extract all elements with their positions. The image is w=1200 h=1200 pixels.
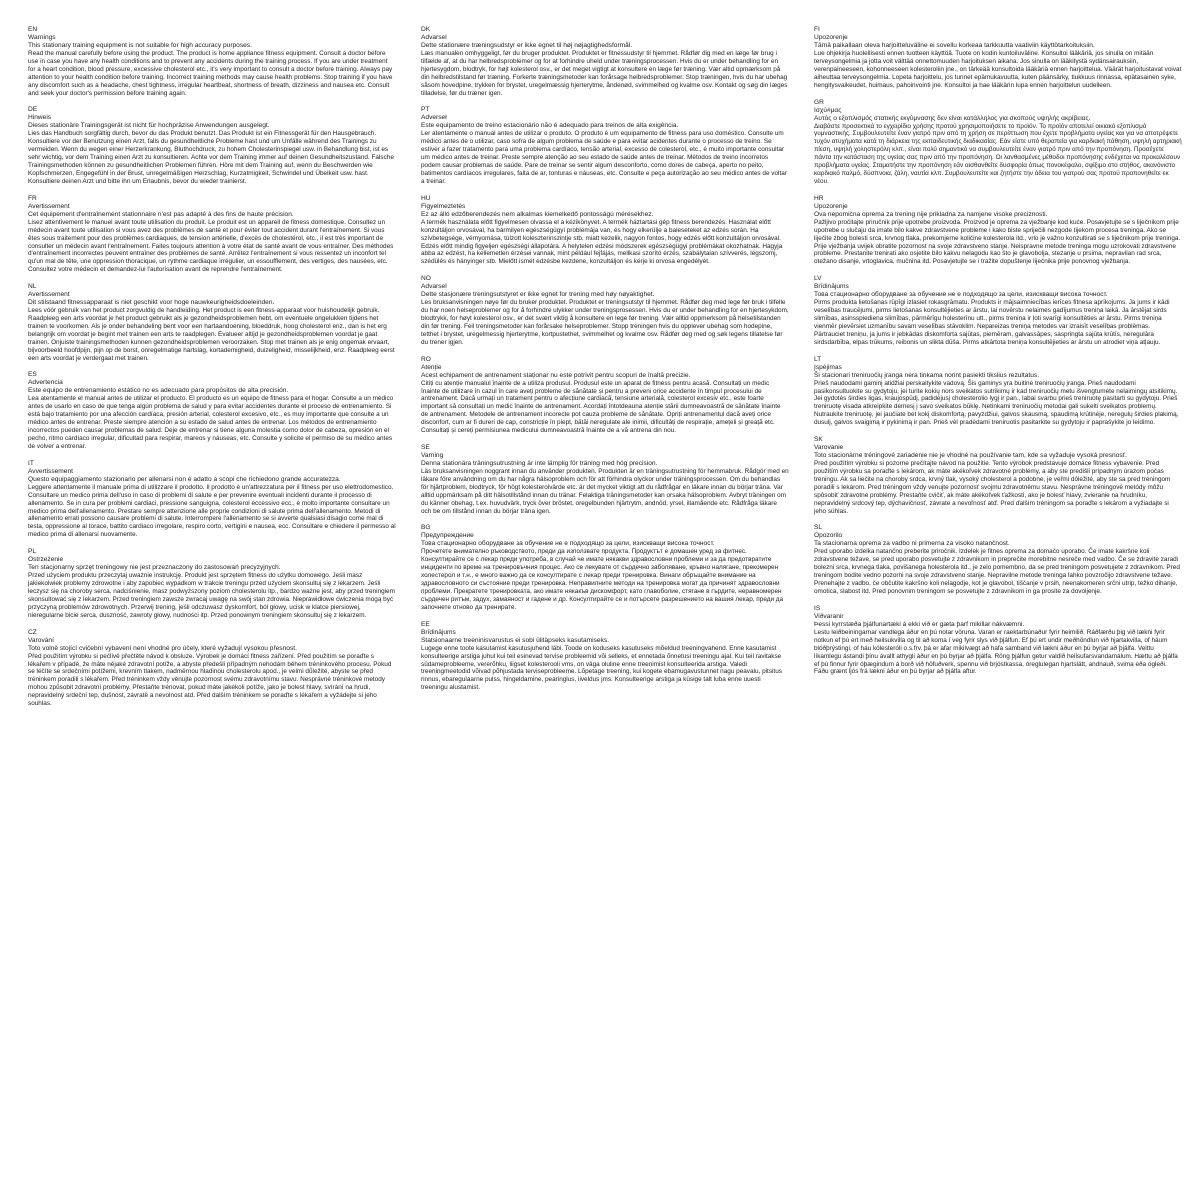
section-intro: Αυτός ο εξοπλισμός στατικής εκγύμνασης δεν είναι κατάλληλος για σκοπούς υψηλής ακρίβειας. <box>814 114 1091 122</box>
section-body: Przed użyciem produktu przeczytaj uważnie instrukcję. Produkt jest sprzętem fitness do użytku domowego. Jeśli masz jakiekolwiek problemy zdrowotne i aby zapobiec wypadkom w trakcie treningu przed użyciem skonsultuj się z lekarzem. Jeśli leczysz się na choroby serca, nadciśnienie, masz podwyższony poziom cholesterolu itp., bardzo ważne jest, aby przed treningiem skonsultować się z lekarzem. Przed treningiem zawsze zwracaj uwagę na swój stan zdrowia. Nieprawidłowe ćwiczenia mogą być przyczyną problemów zdrowotnych. Przerwij trening, jeśli odczuwasz dyskomfort, ból głowy, ucisk w klatce piersiowej, nieregularne bicie serca, duszność, zawroty głowy, nudności itp. Przed ponownym treningiem skonsultuj się z lekarzem. <box>28 572 395 619</box>
section-heading: Hinweis <box>28 114 52 122</box>
section-intro: Cet équipement d'entraînement stationnaire n'est pas adapté à des fins de haute précision. <box>28 210 294 218</box>
section-heading: Advarsel <box>421 34 447 41</box>
section-body: Prieš naudodami gaminį atidžiai perskaitykite vadovą. Šis gaminys yra buitinė treniruočių įranga. Prieš naudodami pasikonsultuokite su gydytoju, jei turite kokių nors sveikatos sutrikimų ir kad treniruočių metu išvengtumėte nelaimingų atsitikimų. Jei gydotės širdies ligas, kraujospūdį, padidėjusį cholesterolio lygį ir pan., labai svarbu prieš treniruotę pasitarti su gydytoju. Prieš treniruotę visada atkreipkite dėmesį į savo sveikatos būklę. Netinkami treniruočių metodai gali sukelti sveikatos problemų. Nutraukite treniruotę, jei jaučiate bet kokį diskomfortą, pavyzdžiui, galvos skausmą, spaudimą krūtinėje, neregulų širdies plakimą, dusulį, galvos svaigimą ir pykinimą ir pan. Prieš vėl pradėdami treniruotis pasitarkite su gydytoju ir paprašykite jo leidimo. <box>814 379 1179 427</box>
section-heading: Atenție <box>421 363 442 371</box>
section-body: Διαβάστε προσεκτικά το εγχειρίδιο χρήσης προτού χρησιμοποιήσετε το προϊόν. Το προϊόν αποτελεί οικιακό εξοπλισμό γυμναστικής. Συμβουλευτείτε έναν γιατρό πριν από τη χρήση σε περίπτωση που έχετε προβλήματα υγείας και για να αποτρέψετε τυχόν ατυχήματα κατά τη διάρκεια της εκπαιδευτικής διαδικασίας. Εάν είστε υπό θεραπεία για καρδιακή πάθηση, υψηλή αρτηριακή πίεση, υψηλή χοληστερόλη κλπ., είναι πολύ σημαντικό να συμβουλευτείτε έναν γιατρό πριν από την προπόνηση. Προσέχετε πάντα την κατάσταση της υγείας σας πριν από την προπόνηση. Οι λανθασμένες μέθοδοι προπόνησης ενδέχεται να προκαλέσουν προβλήματα υγείας. Σταματήστε την προπόνηση εάν αισθανθείτε δυσφορία όπως πονοκέφαλο, σφίξιμο στο στήθος, ακανόνιστο καρδιακό παλμό, δύσπνοια, ζάλη, ναυτία κλπ. Συμβουλευτείτε και ζητήστε την άδεια του γιατρού σας προτού προπονηθείτε εκ νέου. <box>814 122 1182 185</box>
section-heading: Ostrzeżenie <box>28 556 64 564</box>
warning-section-it <box>28 460 396 539</box>
section-heading: Upozorenje <box>814 34 848 41</box>
section-body: Les bruksanvisningen nøye før du bruker produktet. Produktet er treningsutstyr til hjemmet. Rådfør deg med lege før bruk i tilfelle du har noen helseproblemer og for å forhindre ulykker under treningsprosessen. Hvis du er under behandling for en hjertesykdom, blodtrykk, for høyt kolesterol osv., er det svært viktig å konsultere en lege før trening. Vær alltid oppmerksom på helsetilstanden din før trening. Feil treningsmetoder kan forårsake helseproblemer. Stopp treningen hvis du opplever ubehag som hodepine, tetthet i brystet, uregelmessig hjerterytme, kortpustethet, svimmelhet og kvalme osv. Rådfør deg med og søk legens tillatelse før du trener igjen. <box>421 299 789 346</box>
section-heading: Upozorenje <box>814 202 848 210</box>
warning-section-es <box>28 371 396 450</box>
section-heading: Varování <box>28 636 54 644</box>
language-code: HR <box>814 194 824 202</box>
section-intro: Ši stacionari treniruočių įranga nėra tinkama norint pasiekti tikslius rezultatus. <box>814 371 1040 379</box>
section-intro: Dieses stationäre Trainingsgerät ist nicht für hochpräzise Anwendungen ausgelegt. <box>28 122 270 130</box>
section-heading: Ισχύ#μας <box>814 106 842 114</box>
warning-section-bg <box>421 524 789 611</box>
column-right <box>814 26 1182 1190</box>
section-intro: Denna stationära träningsutrustning är inte lämplig för träning med hög precision. <box>421 460 658 467</box>
section-intro: Este equipo de entrenamiento estático no es adecuado para propósitos de alta precisión. <box>28 387 289 395</box>
language-code: EE <box>421 620 430 628</box>
section-body: Pred uporabo izdelka natančno preberite priročnik. Izdelek je fitnes oprema za domačo uporabo. Če imate kakršne koli zdravstvene težave, se pred uporabo posvetujte z zdravnikom in preprečite morebitne nesreče med vadbo. Če se zdravite zaradi bolezni srca, krvnega tlaka, povišanega holesterola itd., je zelo pomembno, da se pred treningom posvetujete z zdravnikom. Pred treningom bodite vedno pozorni na svoje zdravstveno stanje. Nepravilne metode treninga lahko povzročijo zdravstvene težave. Prenehajte z vadbo, če občutite kakršno koli nelagodje, kot je glavobol, tiščanje v prsih, neenakomeren srčni utrip, težko dihanje, omotica, slabost itd. Pred ponovnim treningom se posvetujte z zdravnikom in ga prosite za dovoljenje. <box>814 548 1180 595</box>
warning-section-lt <box>814 356 1182 427</box>
section-body: A termék használata előtt figyelmesen olvassa el a kézikönyvet. A termék háztartási gép fitness berendezés. Használat előtt konzultáljon orvosával, ha bármilyen egészségügyi problémája van, és hogy elkerülje a baleseteket az edzés során. Ha szívbetegsége, vérnyomása, túlzott koleszterinszintje stb. miatt kezelik, nagyon fontos, hogy edzés előtt konzultáljon orvosával. Edzés előtt mindig figyeljen egészségi állapotára. A helytelen edzési módszerek egészségügyi problémákat okozhatnak. Hagyja abba az edzést, ha kellemetlen érzései vannak, mint például fejfájás, mellkasi szorító érzés, szabálytalan szívverés, légszomj, szédülés és hányinger stb. Mielőtt ismét edzésbe kezdene, konzultáljon és kérje ki orvosa engedélyét. <box>421 218 783 266</box>
section-heading: Avertissement <box>28 291 70 299</box>
language-code: ES <box>28 371 37 379</box>
warning-section-hu <box>421 195 789 266</box>
language-code: IT <box>28 459 34 467</box>
section-intro: Това стационарно оборудване за обучение не е подходящо за цели, изискващи висока точност. <box>421 540 715 548</box>
section-intro: Ten stacjonarny sprzęt treningowy nie jest przeznaczony do zastosowań precyzyjnych. <box>28 564 281 572</box>
warning-section-is <box>814 605 1182 676</box>
language-code: NO <box>421 275 431 283</box>
section-body: Citiți cu atenție manualul înainte de a utiliza produsul. Produsul este un aparat de fitness pentru acasă. Consultați un medic înainte de utilizare în cazul în care aveți probleme de sănătate și pentru a preveni orice accidente în timpul procesului de antrenament. Dacă urmați un tratament pentru o afecțiune cardiacă, tensiune arterială, colesterol excesiv etc., este foarte important să consultați un medic înainte de antrenament. Acordați întotdeauna atenție stării dumneavoastră de sănătate înainte de antrenament. Metodele de antrenament incorecte pot cauza probleme de sănătate. Opriți antrenamentul dacă aveți orice disconfort, cum ar fi dureri de cap, constricție în piept, bătăi neregulate ale inimii, dificultăți de respirație, amețeli și greață etc. Consultați și cereți permisiunea medicului dumneavoastră înainte de a vă antrena din nou. <box>421 379 781 435</box>
section-body: Прочетете внимателно ръководството, преди да използвате продукта. Продуктът е домашен уред за фитнес. Консултирайте се с лекар преди употреба, в случай че имате някакви здравословни проблеми и за да предотвратите инциденти по време на тренировъчния процес. Ако се лекувате от сърдечно заболяване, кръвно налягане, прекомерен холестерол и т.н., е много важно да се консултирате с лекар преди тренировка. Винаги обръщайте внимание на здравословното си състояние преди тренировка. Неправилните методи на тренировка могат да причинят здравословни проблеми. Прекратете тренировката, ако имате някакъв дискомфорт, като главоболие, стягане в гърдите, неравномерен сърдечен ритъм, задух, замаяност и гадене и др. Консултирайте се и потърсете разрешението на вашия лекар, преди да започнете отново да тренирате. <box>421 548 784 611</box>
language-code: FR <box>28 194 37 202</box>
warning-section-ro <box>421 356 789 435</box>
warning-section-pl <box>28 548 396 619</box>
section-intro: Este equipamento de treino estacionário não é adequado para treinos de alta exigência. <box>421 122 679 130</box>
section-body: Pirms produkta lietošanas rūpīgi izlasiet rokasgrāmatu. Produkts ir mājsaimniecības ierīces fitnesa aprīkojums. Ja jums ir kādi veselības traucējumi, pirms lietošanas konsultējieties ar ārstu, lai novērstu nelaimes gadījumus treniņa laikā. Ja ārstējat sirds slimības, asinsspiediena slimības, pārmērīgu holesterīnu utt., pirms treniņa ir ļoti svarīgi konsultēties ar ārstu. Pirms treniņa vienmēr pievērsiet uzmanību savam veselības stāvoklim. Nepareizas treniņa metodes var izraisīt veselības problēmas. Pārtrauciet treniņu, ja jums ir jebkādas diskomforta sajūtas, piemēram, galvassāpes, saspringta sajūta krūtīs, neregulāra sirdsdarbība, elpas trūkums, reibonis un slikta dūša. Pirms atkārtota treniņa konsultējieties ar ārstu un atrodiet viņa atļauju. <box>814 299 1170 346</box>
section-heading: Avvertissement <box>28 467 73 475</box>
language-code: EN <box>28 26 38 33</box>
warning-section-gr <box>814 99 1182 186</box>
section-body: Lees vóór gebruik van het product zorgvuldig de handleiding. Het product is een fitness-apparaat voor huishoudelijk gebruik. Raadpleeg een arts voordat je het product gebruikt als je gezondheidsproblemen hebt, om eventuele ongelukken tijdens het trainen te voorkomen. Als je onder behandeling bent voor een hartaandoening, bloeddruk, hoog cholesterol enz., dan is het erg belangrijk om voordat je begint met trainen een arts te raadplegen. Evalueer altijd je gezondheidsproblemen voordat je gaat trainen. Onjuiste trainingsmethoden kunnen gezondheidsproblemen veroorzaken. Stop met trainen als je enig ongemak ervaart, bijvoorbeeld hoofdpijn, pijn op de borst, onregelmatige hartslag, kortademigheid, duizeligheid, misselijkheid, enz. Raadpleeg eerst een arts voordat je verdergaat met trainen. <box>28 307 395 362</box>
section-intro: This stationary training equipment is not suitable for high accuracy purposes. <box>28 42 252 49</box>
section-body: Lugege enne toote kasutamist kasutusjuhend läbi. Toode on koduseks kasutuseks mõeldud treeningvahend. Enne kasutamist konsulteerige arstiga juhul kui teil esinevad tervise probleemid või selleks, et ennetada õnnetusi treeningu ajal. Kui teil ravitakse südameprobleeme, vererõhku, liigset kolesterooli vms, on väga oluline enne treenimist konsulteerida arstiga. Valedi treeningmeetodid võivad põhjustada terviseprobleeme. Lõpetage treening, kui kogete ebamugavustunnet nagu peavalu, pitsitus rinnus, ebaregulaarne pulss, hingeldamine, pearinglus, iiveldus jms. Konsulteerige arstiga ja küsige talt luba enne uuesti treeningu alustamist. <box>421 644 782 692</box>
warning-section-ee <box>421 621 789 692</box>
section-intro: Това стационарно оборудване за обучение не е подходящо за цели, изискващи висока точност. <box>814 291 1108 299</box>
section-heading: Advarsel <box>421 283 447 291</box>
language-code: HU <box>421 194 431 202</box>
warning-section-nl <box>28 283 396 362</box>
section-body: Ler atentamente o manual antes de utilizar o produto. O produto é um equipamento de fitness para uso doméstico. Consulte um médico antes de o utilizar, caso sofra de algum problema de saúde e para evitar acidentes durante o processo de treino. Se estiver a fazer tratamento para uma problema cardíaco, tensão arterial, excesso de colesterol, etc., é muito importante consultar um médico antes de treinar. Preste sempre atenção ao seu estado de saúde antes de treinar. Métodos de treino incorretos podem causar problemas de saúde. Pare de treinar se sentir algum desconforto, como dores de cabeça, aperto no peito, batimentos cardíacos irregulares, falta de ar, tonturas e náuseas, etc. Consulte e peça autorização ao seu médico antes de voltar a treinar. <box>421 130 787 185</box>
section-heading: Įspėjimas <box>814 363 842 371</box>
section-body: Lestu leiðbeiningarnar vandlega áður en þú notar vöruna. Varan er raektarbúnaður fyrir heimilið. Ráðfærðu þig við lækni fyrir notkun ef þú ert með heilsukvilla og til að koma í veg fyrir slys við þjálfun. Ef þú ert undir meðhöndlun við hjartakvilla, of háum blóðþrýstingi, of háu kólesteróli o.s.frv. þá er afar mikilvægt að hafa samband við lækni áður en þú byrjar að þjálfa. Veittu líkamlegu ástandi þínu ávallt athygli áður en þú byrjar að þjálfa. Röng þjálfun getur valdið heilsufarsvandamálum. Hættu að þjálfa ef þú finnur fyrir óþægindum á borð við höfuðverk, spennu við brjóstkassa, óreglulegan hjartslátt, andnauð, svima eða ógleði. Fáðu grænt ljós frá lækni áður en þú byrjar að þjálfa aftur. <box>814 628 1178 676</box>
language-code: IS <box>814 604 821 612</box>
section-heading: Avertissement <box>28 202 70 210</box>
section-body: Lea atentamente el manual antes de utilizar el producto. El producto es un equipo de fitness para el hogar. Consulte a un médico antes de usarlo en caso de que tenga algún problema de salud y para evitar accidentes durante el proceso de entrenamiento. Si está bajo tratamiento por una afección cardíaca, presión arterial, colesterol excesivo, etc., es muy importante que consulte a un médico antes de entrenar. Preste siempre atención a su estado de salud antes de entrenar. Los métodos de entrenamiento incorrectos pueden causar problemas de salud. Deje de entrenar si tiene alguna molestia como dolor de cabeza, opresión en el pecho, ritmo cardíaco irregular, dificultad para respirar, mareos y náuseas, etc. Consulte y solicite el permiso de su médico antes de volver a entrenar. <box>28 395 394 450</box>
language-code: RO <box>421 355 431 363</box>
section-body: Läs bruksanvisningen noggrant innan du använder produkten. Produkten är en träningsutrustning för hemmabruk. Rådgör med en läkare före användning om du har några hälsoproblem och för att förhindra olyckor under träningsprocessen. Om du behandlas för hjärtproblem, blodtryck, för högt kolesterolvärde etc. är det mycket viktigt att du rådfrågar en läkare innan du börjar träna. Var alltid uppmärksam på ditt hälsotillstånd innan du tränar. Felaktiga träningsmetoder kan orsaka hälsoproblem. Avbryt träningen om du känner obehag, t.ex. huvudvärk, tryck över bröstet, oregelbunden hjärtrytm, andnöd, yrsel, illamående etc. Rådfråga läkare och be om tillstånd innan du börjar träna igen. <box>421 468 789 515</box>
language-code: DE <box>28 106 38 114</box>
section-body: Lisez attentivement le manuel avant toute utilisation du produit. Le produit est un appareil de fitness domestique. Consultez un médecin avant toute utilisation si vous avez des problèmes de santé et pour éviter tout accident durant l'entraînement. Si vous êtes sous traitement pour des problèmes cardiaques, de tension artérielle, d'excès de cholestérol, etc., il est très important de consulter un médecin avant l'entraînement. Faites toujours attention à votre état de santé avant de vous entraîner. Des méthodes d'entraînement incorrectes peuvent entraîner des problèmes de santé. Arrêtez l'entraînement si vous ressentez un inconfort tel qu'un mal de tête, une oppression thoracique, un rythme cardiaque irrégulier, un essoufflement, des vertiges, des nausées, etc. Consultez votre médecin et demandez-lui l'autorisation avant de reprendre l'entraînement. <box>28 218 394 274</box>
section-body: Lue ohjekirja huolellisesti ennen tuotteen käyttöä. Tuote on kodin kuntoiluväline. Konsultoi lääkäriä, jos sinulla on mitään terveysongelmia ja jotta voit välttää onnettomuuden harjoituksen aikana. Jos sinulla on lääkitystä sydänsairauksiin, verenpaineeseen, kohonneeseen kolesteroliin jne., on tärkeää konsultoida lääkäriä ennen harjoittelua. Väärät harjoitustavat voivat aiheuttaa terveysongelmia. Lopeta harjoittelu, jos tunnet epämukavuutta, kuten päänsärky, tiukkuus rinnassa, epätasainen syke, hengitysvaikeudet, huimaus, pahoinvointi jne. Konsultoi ja hae lääkärin lupa ennen harjoittelun uudelleen. <box>814 50 1182 89</box>
language-code: PT <box>421 106 430 114</box>
warning-section-de <box>28 106 396 185</box>
section-intro: Toto volně stojící cvičební vybavení není vhodné pro účely, které vyžadují vysokou přesnost. <box>28 644 297 652</box>
section-intro: Ez az álló edzőberendezés nem alkalmas kiemelkedő pontosságú mérésekhez. <box>421 210 654 218</box>
warning-section-cz <box>28 629 396 708</box>
section-body: Pažljivo pročitajte priručnik prije upotrebe proizvoda. Proizvod je oprema za vježbanje kod kuće. Posavjetujte se s liječnikom prije upotrebe u slučaju da imate bilo kakve zdravstvene probleme i kako biste spriječili nezgode tijekom procesa treninga. Ako se liječite zbog bolesti srca, krvnog tlaka, prekomjerne količine kolesterola itd., vrlo je važno konzultirati se s liječnikom prije treninga. Prije vježbanja uvijek obratite pozornost na svoje zdravstveno stanje. Neispravne metode treninga mogu uzrokovati zdravstvene probleme. Prestanite trenirati ako osjetite bilo kakvu nelagodu kao što je glavobolja, stezanje u prsima, nepravilan rad srca, otežano disanje, vrtoglavica, mučnina itd. Posavjetujte se i tražite dopuštenje liječnika prije ponovnog vježbanja. <box>814 218 1181 266</box>
language-code: NL <box>28 283 37 291</box>
language-code: GR <box>814 98 824 106</box>
section-intro: Dette stationære træningsudstyr er ikke egnet til høj nøjagtighedsformål. <box>421 42 633 49</box>
language-code: DK <box>421 26 431 33</box>
language-code: LT <box>814 355 822 363</box>
warning-section-hr <box>814 195 1182 266</box>
section-intro: Ova nepomična oprema za trening nije prikladna za namjene visoke preciznosti. <box>814 210 1048 218</box>
section-intro: Tämä paikallaan oleva harjoitteluväline ei sovellu korkeaa tarkkuutta vaativiin käyttötarkoituksiin. <box>814 42 1095 49</box>
language-code: SL <box>814 524 823 532</box>
section-intro: Toto stacionárne tréningové zariadenie nie je vhodné na používanie tam, kde sa vyžaduje vysoká presnosť. <box>814 452 1127 460</box>
section-body: Leggere attentamente il manuale prima di utilizzare il prodotto. Il prodotto è un'attrezzatura per il fitness per uso elettrodomestico. Consultare un medico prima dell'uso in caso di problemi di salute e per prevenire eventuali incidenti durante il processo di allenamento. Se in cura per problemi cardiaci, pressione sanguigna, colesterol eccessivo ecc., è molto importante consultare un medico prima dell'allenamento. Prestare sempre attenzione alle proprie condizioni di salute prima dell'allenamento. Metodi di allenamento errati possono causare problemi di salute. Interrompere l'allenamento se si avverte qualsiasi disagio come mal di testa, oppressione al torace, battito cardiaco irregolare, respiro corto, vertigini e nausea, ecc. Consultare e chiedere il permesso al medico prima di allenarsi nuovamente. <box>28 483 396 539</box>
section-intro: Statsionaarne treeninisvarustus ei sobi ülitäpseks kasutamiseks. <box>421 636 610 644</box>
warning-section-dk <box>421 26 789 97</box>
language-code: CZ <box>28 628 37 636</box>
section-body: Před použitím výrobku si pečlivě přečtěte návod k obsluze. Výrobek je domácí fitness zařízení. Před použitím se poraďte s lékařem v případě, že máte nějaké zdravotní potíže, a abyste předešli případným nehodám během tréninkového procesu. Pokud se léčíte se srdečními potížemi, krevním tlakem, nadměrnou hladinou cholesterolu apod., je velmi důležité, abyste se před tréninkem poradili s lékařem. Před tréninkem vždy věnujte pozornost svému zdravotnímu stavu. Nesprávné tréninkové metody mohou způsobit zdravotní problémy. Přestaňte trénovat, pokud máte jakékoli potíže, jako je bolest hlavy, svírání na hrudi, nepravidelný srdeční tep, dušnost, závratě a nevolnost atd. Před dalším tréninkem se poraďte s lékařem a vyžádejte si jeho souhlas. <box>28 652 392 708</box>
warning-section-se <box>421 444 789 515</box>
section-heading: Adverseł <box>421 114 447 122</box>
section-heading: Brīdinājums <box>814 283 849 291</box>
section-heading: Varovanie <box>814 444 844 452</box>
warning-section-fi <box>814 26 1182 90</box>
section-heading: Advertencia <box>28 379 63 387</box>
section-heading: Opozorilo <box>814 532 843 540</box>
section-intro: Dette stasjonære treningsutstyret er ikke egnet for trening med høy nøyaktighet. <box>421 291 655 299</box>
language-code: SE <box>421 444 430 451</box>
section-heading: Varning <box>421 452 444 459</box>
section-heading: Warnings <box>28 34 56 41</box>
section-heading: Figyelmeztetés <box>421 202 466 210</box>
section-body: Read the manual carefully before using the product. The product is home appliance fitness equipment. Consult a doctor before use in case you have any health conditions and to prevent any accidents during the training process. If you are under treatment for a heart condition, blood pressure, excessive cholesterol etc., it's very important to consult a doctor before training. Always pay attention to your health condition before training. Incorrect training methods may cause health problems. Stop training if you have any discomfort such as a headache, chest tightness, irregular heartbeat, shortness of breath, dizziness and nausea etc. Consult and seek your doctor's permission before training again. <box>28 50 393 97</box>
section-heading: Предупреждение <box>421 532 474 540</box>
column-left <box>28 26 396 1190</box>
section-heading: Viðvaranir <box>814 612 844 620</box>
language-code: SK <box>814 436 823 444</box>
section-intro: Dit stilstaand fitnessapparaat is niet geschikt voor hoge nauwkeurigheidsdoeleinden. <box>28 299 275 307</box>
section-body: Lies das Handbuch sorgfältig durch, bevor du das Produkt benutzt. Das Produkt ist ein Fitnessgerät für den Hausgebrauch. Konsultiere vor der Benutzung einen Arzt, falls du gesundheitliche Probleme hast und um Unfälle während des Trainings zu vermeiden. Wenn du wegen einer Herzerkrankung, Bluthochdruck, zu hohem Cholesterinspiegel usw. in Behandlung bist, ist es sehr wichtig, vor dem Training einen Arzt zu konsultieren. Achte vor dem Training immer auf deinen Gesundheitszustand. Falsche Trainingsmethoden können zu gesundheitlichen Problemen führen. Höre mit dem Training auf, wenn du Beschwerden wie Kopfschmerzen, Engegefühl in der Brust, unregelmäßigen Herzschlag, Kurzatmigkeit, Schwindel und Übelkeit usw. hast. Konsultiere deinen Arzt und bitte ihn um Erlaubnis, bevor du wieder trainierst. <box>28 130 394 185</box>
language-code: FI <box>814 26 820 33</box>
warning-section-en <box>28 26 396 97</box>
section-intro: Þessi kyrrstæða þjálfunartæki á ekki við er gæta þarf mikillar nákvæmni. <box>814 620 1025 628</box>
warning-section-sk <box>814 436 1182 515</box>
warning-section-no <box>421 275 789 346</box>
section-body: Pred použitím výrobku si pozorne prečítajte návod na použitie. Tento výrobok predstavuje domáce fitness vybavenie. Pred použitím výrobku sa poraďte s lekárom, ak máte akékoľvek zdravotné problémy, a aby ste predišli prípadným úrazom počas tréningu. Ak sa liečite na choroby srdca, krvný tlak, vysoký cholesterol a podobne, je veľmi dôležité, aby ste sa pred tréningom poradili s lekárom. Pred tréningom vždy venujte pozornosť svojmu zdravotnému stavu. Nesprávne tréningové metódy môžu spôsobiť zdravotné problémy. Prestaňte cvičiť, ak máte akékoľvek ťažkosti, ako je bolesť hlavy, zvieranie na hrudníku, nepravidelný srdcový tep, dýchavičnosť, závrate a nevoľnosť atď. Pred ďalším tréningom sa poraďte s lekárom a vyžiadajte si jeho súhlas. <box>814 460 1171 515</box>
section-intro: Acest echipament de antrenament staționar nu este potrivit pentru scopuri de înaltă precizie. <box>421 371 691 379</box>
column-middle <box>421 26 789 1190</box>
warning-section-sl <box>814 524 1182 595</box>
section-intro: Ta stacionarna oprema za vadbo ni primerna za visoko natančnost. <box>814 540 1010 548</box>
language-code: LV <box>814 275 822 283</box>
warning-section-fr <box>28 195 396 274</box>
section-body: Læs manualen omhyggeligt, før du bruger produktet. Produktet er fitnessudstyr til hjemmet. Rådfør dig med en læge før brug i tilfælde af, at du har helbredsproblemer og for at forhindre uheld under træningsprocessen. Hvis du er under behandling for en hjertesygdom, blodtryk, for højt kolesterol osv., er det meget vigtigt at konsultere en læge før træning. Vær altid opmærksom på din helbredstilstand før træning. Forkerte træningsmetoder kan forårsage helbredsproblemer. Stop træningen, hvis du har ubehag såsom hovedpine, trykken for brystet, uregelmæssig hjerterytme, åndenød, svimmelhed og kvalme osv. Kontakt og søg din læges tilladelse, før du træner igen. <box>421 50 788 97</box>
warning-section-lv <box>814 275 1182 346</box>
language-code: BG <box>421 524 431 532</box>
section-heading: Brīdinājums <box>421 628 456 636</box>
section-intro: Questo equipaggiamento stazionario per allenarsi non è adatto a scopi che richiedono grande accuratezza. <box>28 475 341 483</box>
language-code: PL <box>28 548 37 556</box>
warning-section-pt <box>421 106 789 185</box>
